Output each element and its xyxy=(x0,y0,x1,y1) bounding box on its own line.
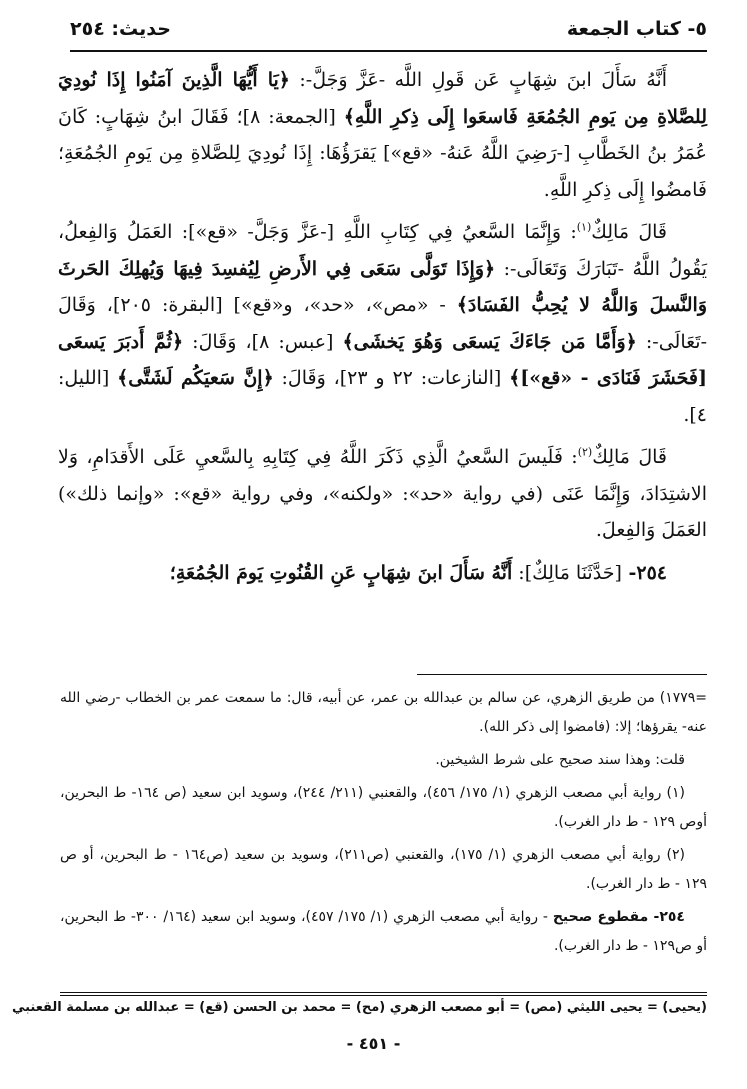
footnote-ref: (٢) xyxy=(577,445,593,459)
quran-verse: ﴿وَإِذَا تَوَلَّى سَعَى فِي الأَرضِ لِيُفسِدَ فِيهَا وَيُهلِكَ الحَرثَ وَالنَّسلَ وَاللَّهُ لا يُحِبُّ الفَسَادَ﴾ xyxy=(58,257,707,316)
footnote-1: (١) رواية أبي مصعب الزهري (١/ ١٧٥/ ٤٥٦)، والقعنبي (٢١١/ ٢٤٤)، وسويد ابن سعيد (ص ١٦٤- ط البحرين، أوص ١٢٩ - ط دار الغرب). xyxy=(60,785,707,830)
text-run: - «مص»، «حد»، و«قع»] [البقرة: ٢٠٥]، وَقَالَ -تَعَالَى-: xyxy=(58,294,707,353)
chapter-title: ٥- كتاب الجمعة xyxy=(566,18,707,40)
main-text xyxy=(58,62,707,597)
legend-divider-top xyxy=(60,992,707,993)
footnote-2: (٢) رواية أبي مصعب الزهري (١/ ١٧٥)، والقعنبي (ص٢١١)، وسويد بن سعيد (ص١٦٤ - ط البحرين، أو ص ١٢٩ - ط دار الغرب). xyxy=(60,847,707,892)
footnote-3 xyxy=(60,903,707,961)
quran-verse: ﴿ثُمَّ أَدبَرَ يَسعَى [فَحَشَرَ فَنَادَى - «قع»]﴾ xyxy=(58,330,707,389)
text-run: [الليل: ٤]. xyxy=(58,367,707,426)
hadith-number: ٢٥٤- xyxy=(621,561,667,584)
footnote-3-grade: مقطوع صحيح xyxy=(552,909,649,925)
footnote-divider xyxy=(417,674,707,675)
footnote-note: قلت: وهذا سند صحيح على شرط الشيخين. xyxy=(435,752,685,768)
footnote-continuation: =١٧٧٩) من طريق الزهري، عن سالم بن عبدالله بن عمر، عن أبيه، قال: ما سمعت عمر بن الخطاب -رضي الله عنه- يقرؤها؛ إلا: (فامضوا إلى ذكر الله). xyxy=(60,690,707,735)
legend-divider-bottom xyxy=(60,995,707,996)
text-run: [عبس: ٨]، وَقَالَ: xyxy=(183,330,343,353)
text-run: [حَدَّثَنَا مَالِكٌ]: xyxy=(512,561,622,584)
hadith-text: أَنَّهُ سَأَلَ ابنَ شِهَابٍ عَنِ القُنُوتِ يَومَ الجُمُعَةِ؛ xyxy=(169,561,513,584)
text-run: [الجمعة: ٨]؛ فَقَالَ ابنُ شِهَابٍ: كَانَ عُمَرُ بنُ الخَطَّابِ [-رَضِيَ اللَّهُ عَنهُ- «قع»] يَقرَؤُهَا: إِذَا نُودِيَ لِلصَّلاةِ مِن يَومِ الجُمُعَةِ؛ فَامضُوا إِلَى ذِكرِ اللَّهِ. xyxy=(58,105,707,201)
text-run: أَنَّهُ سَأَلَ ابنَ شِهَابٍ عَن قَولِ اللَّه -عَزَّ وَجَلَّ-: xyxy=(289,69,667,91)
abbreviation-legend: (يحيى) = يحيى الليثي (مص) = أبو مصعب الزهري (مح) = محمد بن الحسن (قع) = عبدالله بن مسلمة القعنبي xyxy=(11,1000,707,1015)
text-run: قَالَ مَالِكٌ xyxy=(591,221,668,243)
paragraph-2 xyxy=(58,214,707,433)
quran-verse: ﴿إِنَّ سَعيَكُم لَشَتَّى﴾ xyxy=(117,367,274,389)
footnote-ref: (١) xyxy=(576,220,592,234)
footnote-3-number: ٢٥٤- xyxy=(648,909,685,925)
quran-verse: ﴿يَا أَيُّهَا الَّذِينَ آمَنُوا إِذَا نُودِيَ لِلصَّلاةِ مِن يَومِ الجُمُعَةِ فَاسعَوا إِلَى ذِكرِ اللَّهِ﴾ xyxy=(58,69,707,128)
text-run: : وَإِنَّمَا السَّعيُ فِي كِتَابِ اللَّهِ [-عَزَّ وَجَلَّ- «قع»]: العَمَلُ وَالفِعلُ، يَقُولُ اللَّهُ -تَبَارَكَ وَتَعَالَى-: xyxy=(58,221,707,280)
page-number: - ٤٥١ - xyxy=(346,1034,401,1053)
quran-verse: ﴿وَأَمَّا مَن جَاءَكَ يَسعَى وَهُوَ يَخشَى﴾ xyxy=(342,330,637,353)
page-header xyxy=(70,14,707,44)
text-run: [النازعات: ٢٢ و ٢٣]، وَقَالَ: xyxy=(273,367,510,389)
paragraph-1 xyxy=(58,62,707,208)
footnotes xyxy=(60,684,707,965)
text-run: : فَلَيسَ السَّعيُ الَّذِي ذَكَرَ اللَّهُ فِي كِتَابِهِ بِالسَّعيِ عَلَى الأَقدَامِ، وَلا الاشتِدَادَ، وَإِنَّمَا عَنَى (في رواية «حد»: «ولكنه»، وفي رواية «قع»: «وإنما ذلك») العَمَلَ وَالفِعلَ. xyxy=(58,446,707,541)
paragraph-4 xyxy=(58,555,707,592)
header-divider xyxy=(70,50,707,52)
paragraph-3 xyxy=(58,439,707,549)
text-run: قَالَ مَالِكٌ xyxy=(592,446,668,468)
footnote-3-text: - رواية أبي مصعب الزهري (١/ ١٧٥/ ٤٥٧)، وسويد ابن سعيد (١٦٤/ ٣٠٠- ط البحرين، أو ص١٢٩ - ط دار الغرب). xyxy=(60,909,707,954)
hadith-number-label: حديث: ٢٥٤ xyxy=(70,18,171,40)
